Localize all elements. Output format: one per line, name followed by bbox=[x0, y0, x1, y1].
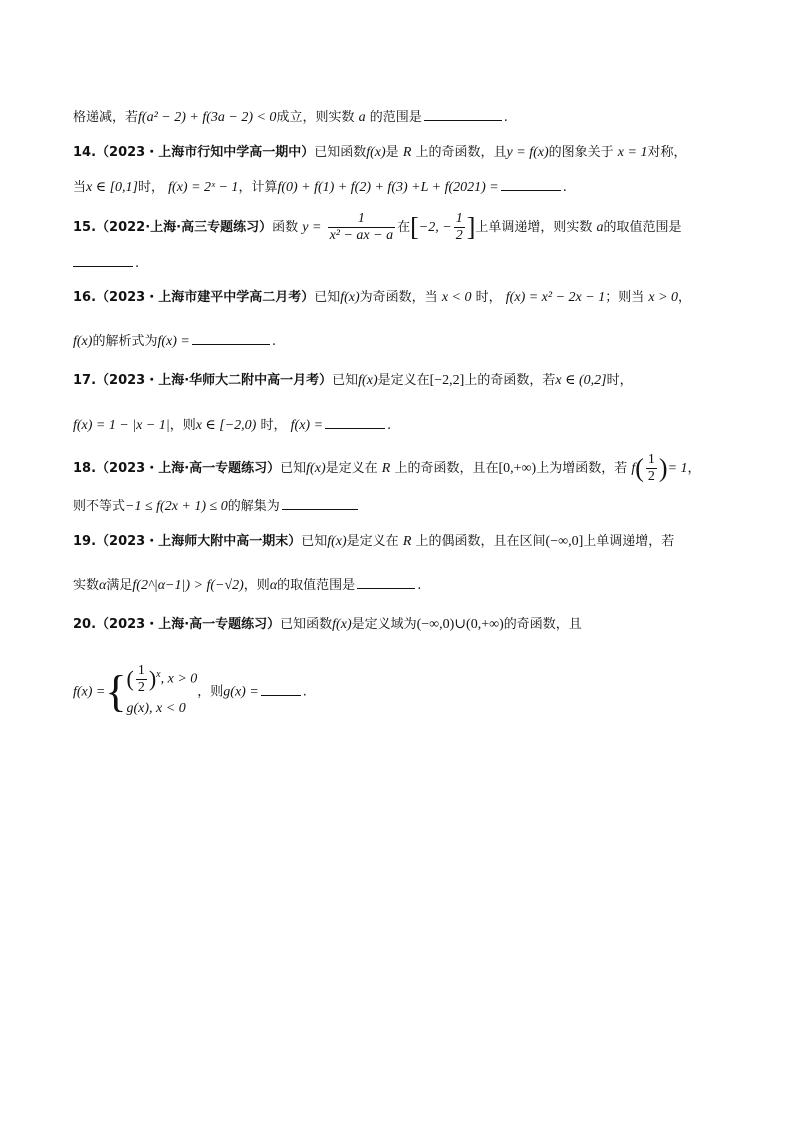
q20-answer-blank bbox=[261, 681, 301, 696]
q14-f2: y = f(x) bbox=[506, 145, 549, 160]
q20-source: （2023・上海·高一专题练习） bbox=[96, 617, 281, 632]
q16-line1 bbox=[73, 288, 734, 308]
q19-text1: 已知 bbox=[301, 534, 328, 549]
q16-text1: 已知 bbox=[314, 290, 341, 305]
q20-text4: ，则 bbox=[197, 684, 224, 700]
q20-case1-lparen: ( bbox=[126, 666, 134, 692]
q20-case1-numerator: 1 bbox=[137, 662, 145, 678]
q17-f1: f(x) bbox=[358, 373, 378, 388]
q19-line2 bbox=[73, 574, 734, 596]
q18-frac-denominator: 2 bbox=[647, 469, 655, 484]
q17-line2b: ，则 bbox=[169, 418, 196, 433]
q19-line2c: f(2^|α−1|) > f(−√2) bbox=[132, 578, 244, 593]
q19-f2: (−∞,0] bbox=[545, 534, 584, 549]
q20-text2: 是定义域为 bbox=[351, 617, 417, 632]
q20-end: . bbox=[302, 684, 307, 700]
q19-number: 19. bbox=[73, 534, 97, 549]
q17-end: . bbox=[387, 418, 392, 433]
q15-answer-blank bbox=[73, 252, 133, 267]
q17-line2a: f(x) = 1 − |x − 1| bbox=[73, 418, 170, 433]
q18-f1: f(x) bbox=[306, 461, 326, 476]
q20-number: 20. bbox=[73, 617, 97, 632]
q14-f5: f(x) = 2ˣ − 1 bbox=[168, 180, 239, 195]
q18-left-paren: ( bbox=[635, 453, 644, 483]
q16-source: （2023・上海市建平中学高二月考） bbox=[96, 290, 315, 305]
q14-line2b: 时， bbox=[138, 180, 165, 195]
q16-f4: x > 0 bbox=[648, 290, 679, 305]
q16-text2: 为奇函数，当 bbox=[359, 290, 438, 305]
q17-text1: 已知 bbox=[332, 373, 359, 388]
q20-case1-exponent: x bbox=[156, 669, 161, 681]
q17-line2d: 时， bbox=[260, 418, 287, 433]
q15-line1 bbox=[73, 211, 734, 245]
q17-f3: x ∈ (0,2] bbox=[555, 373, 607, 388]
q15-right-bracket: ] bbox=[466, 212, 476, 242]
q16-line2 bbox=[73, 330, 734, 352]
q14-number: 14. bbox=[73, 145, 97, 160]
q17-source: （2023・上海·华师大二附中高一月考） bbox=[96, 373, 333, 388]
q19-alpha: α bbox=[99, 578, 107, 593]
q18-source: （2023・上海·高一专题练习） bbox=[96, 461, 281, 476]
q20-case1-cond: , x > 0 bbox=[160, 671, 198, 687]
q20-line1 bbox=[73, 615, 734, 635]
q15-source: （2022·上海·高三专题练习） bbox=[96, 220, 273, 235]
q17-line2 bbox=[73, 414, 734, 436]
q19-text2: 是定义在 bbox=[346, 534, 399, 549]
q19-end: . bbox=[417, 578, 422, 593]
q16-text4: ；则当 bbox=[605, 290, 645, 305]
q14-text3: 上的奇函数，且 bbox=[415, 145, 507, 160]
q18-answer-blank bbox=[282, 495, 358, 510]
q15-int-numerator: 1 bbox=[455, 211, 463, 226]
q14-text2: 是 bbox=[385, 145, 399, 160]
q14-f6: f(0) + f(1) + f(2) + f(3) +L + f(2021) = bbox=[277, 180, 499, 195]
q15-int-denominator: 2 bbox=[455, 228, 463, 243]
q20-case1-rparen: ) bbox=[148, 666, 157, 692]
q13-var: a bbox=[358, 110, 366, 125]
q14-line2 bbox=[73, 176, 734, 198]
q17-number: 17. bbox=[73, 373, 97, 388]
q16-f3: f(x) = x² − 2x − 1 bbox=[505, 290, 606, 305]
q13-answer-blank bbox=[424, 106, 502, 121]
q13-tail: 成立，则实数 bbox=[276, 110, 355, 125]
q19-line2e: 的取值范围是 bbox=[277, 578, 356, 593]
q14-text5: 对称， bbox=[647, 145, 687, 160]
q16-text5: ， bbox=[678, 290, 692, 305]
q20-case2-func: g(x) bbox=[126, 700, 150, 716]
q17-text4: 时， bbox=[606, 373, 633, 388]
q20-gx: g(x) = bbox=[223, 684, 259, 700]
q18-line1 bbox=[73, 452, 734, 486]
q15-var: a bbox=[596, 220, 604, 235]
q19-answer-blank bbox=[357, 574, 415, 589]
q20-case1-denominator: 2 bbox=[137, 679, 145, 695]
q17-answer-blank bbox=[325, 414, 385, 429]
q16-f2: x < 0 bbox=[441, 290, 472, 305]
q13-end: . bbox=[503, 110, 508, 125]
q17-text3: 上的奇函数，若 bbox=[464, 373, 556, 388]
q17-line2c: x ∈ [−2,0) bbox=[195, 418, 257, 433]
q18-frac-numerator: 1 bbox=[647, 452, 655, 467]
q13-expr: f(a² − 2) + f(3a − 2) < 0 bbox=[138, 110, 277, 125]
q20-f1: f(x) bbox=[332, 617, 352, 632]
q16-f1: f(x) bbox=[340, 290, 360, 305]
q13-tail2: 的范围是 bbox=[369, 110, 422, 125]
q20-line2 bbox=[73, 660, 734, 724]
q19-line2d: ，则 bbox=[243, 578, 270, 593]
q19-source: （2023・上海师大附中高一期末） bbox=[96, 534, 302, 549]
q16-line2b: 的解析式为 bbox=[92, 334, 158, 349]
q17-line2e: f(x) = bbox=[290, 418, 324, 433]
q14-end: . bbox=[562, 180, 567, 195]
q15-end: . bbox=[135, 256, 140, 271]
q13-lead: 格递减，若 bbox=[73, 110, 139, 125]
q16-line2c: f(x) = bbox=[157, 334, 190, 349]
q18-text5: ， bbox=[687, 461, 701, 476]
q18-line2b: −1 ≤ f(2x + 1) ≤ 0 bbox=[125, 499, 228, 514]
q20-case2-cond: , x < 0 bbox=[149, 700, 186, 716]
q15-left-bracket: [ bbox=[410, 212, 419, 242]
q15-text2: 在 bbox=[397, 220, 411, 235]
q20-case1 bbox=[127, 662, 198, 695]
q17-line1 bbox=[73, 371, 734, 391]
q20-case2 bbox=[127, 696, 198, 722]
q18-f3a: f bbox=[631, 461, 636, 476]
q15-text1: 函数 bbox=[272, 220, 299, 235]
q16-text3: 时， bbox=[475, 290, 502, 305]
q19-R: R bbox=[402, 534, 412, 549]
q15-y: y = bbox=[302, 220, 322, 235]
q14-answer-blank bbox=[501, 176, 561, 191]
q19-text4: 上单调递增，若 bbox=[583, 534, 675, 549]
q18-f3b: = 1 bbox=[667, 461, 688, 476]
q14-f3: x = 1 bbox=[617, 145, 648, 160]
q18-fraction bbox=[646, 452, 657, 485]
q14-text4: 的图象关于 bbox=[548, 145, 614, 160]
q15-text4: 的取值范围是 bbox=[603, 220, 682, 235]
q16-number: 16. bbox=[73, 290, 97, 305]
q14-text1: 已知函数 bbox=[314, 145, 367, 160]
q18-line2c: 的解集为 bbox=[227, 499, 280, 514]
q18-line2a: 则不等式 bbox=[73, 499, 126, 514]
q20-f2: (−∞,0)∪(0,+∞) bbox=[416, 617, 504, 632]
q18-text1: 已知 bbox=[280, 461, 307, 476]
q20-cases bbox=[127, 662, 198, 721]
q14-source: （2023・上海市行知中学高一期中） bbox=[96, 145, 315, 160]
q14-line1 bbox=[73, 143, 734, 163]
q18-f2: [0,+∞) bbox=[498, 461, 537, 476]
q15-fraction bbox=[328, 211, 396, 244]
q15-frac-denominator: x² − ax − a bbox=[329, 228, 394, 243]
q20-case1-fraction bbox=[136, 663, 147, 696]
q15-interval-left: −2, − bbox=[418, 220, 452, 235]
q20-fx: f(x) = bbox=[73, 684, 106, 700]
q16-answer-blank bbox=[192, 330, 270, 345]
q16-end: . bbox=[271, 334, 276, 349]
q14-line2c: ，计算 bbox=[238, 180, 278, 195]
q18-R: R bbox=[381, 461, 391, 476]
q20-brace: { bbox=[105, 667, 127, 716]
q13-line bbox=[73, 106, 734, 128]
q19-line2a: 实数 bbox=[73, 578, 100, 593]
q14-R: R bbox=[402, 145, 412, 160]
q16-line2a: f(x) bbox=[73, 334, 93, 349]
q18-number: 18. bbox=[73, 461, 97, 476]
q18-text4: 上为增函数，若 bbox=[536, 461, 628, 476]
q15-line2 bbox=[73, 252, 734, 274]
q19-line1 bbox=[73, 532, 734, 552]
q17-text2: 是定义在 bbox=[377, 373, 430, 388]
q14-line2a: 当 bbox=[73, 180, 87, 195]
q15-frac-numerator: 1 bbox=[328, 211, 396, 228]
q14-f4: x ∈ [0,1] bbox=[86, 180, 138, 195]
q20-text3: 的奇函数，且 bbox=[503, 617, 582, 632]
q19-f1: f(x) bbox=[327, 534, 347, 549]
q18-text2: 是定义在 bbox=[325, 461, 378, 476]
q15-number: 15. bbox=[73, 220, 97, 235]
q17-f2: [−2,2] bbox=[429, 373, 465, 388]
q20-text1: 已知函数 bbox=[280, 617, 333, 632]
q15-interval-fraction bbox=[454, 211, 465, 244]
q19-text3: 上的偶函数，且在区间 bbox=[415, 534, 546, 549]
q18-line2 bbox=[73, 495, 734, 517]
q14-f1: f(x) bbox=[366, 145, 386, 160]
q18-text3: 上的奇函数，且在 bbox=[394, 461, 499, 476]
q19-alpha2: α bbox=[269, 578, 278, 593]
q19-line2b: 满足 bbox=[106, 578, 133, 593]
q18-right-paren: ) bbox=[658, 453, 668, 483]
q15-text3: 上单调递增，则实数 bbox=[475, 220, 593, 235]
